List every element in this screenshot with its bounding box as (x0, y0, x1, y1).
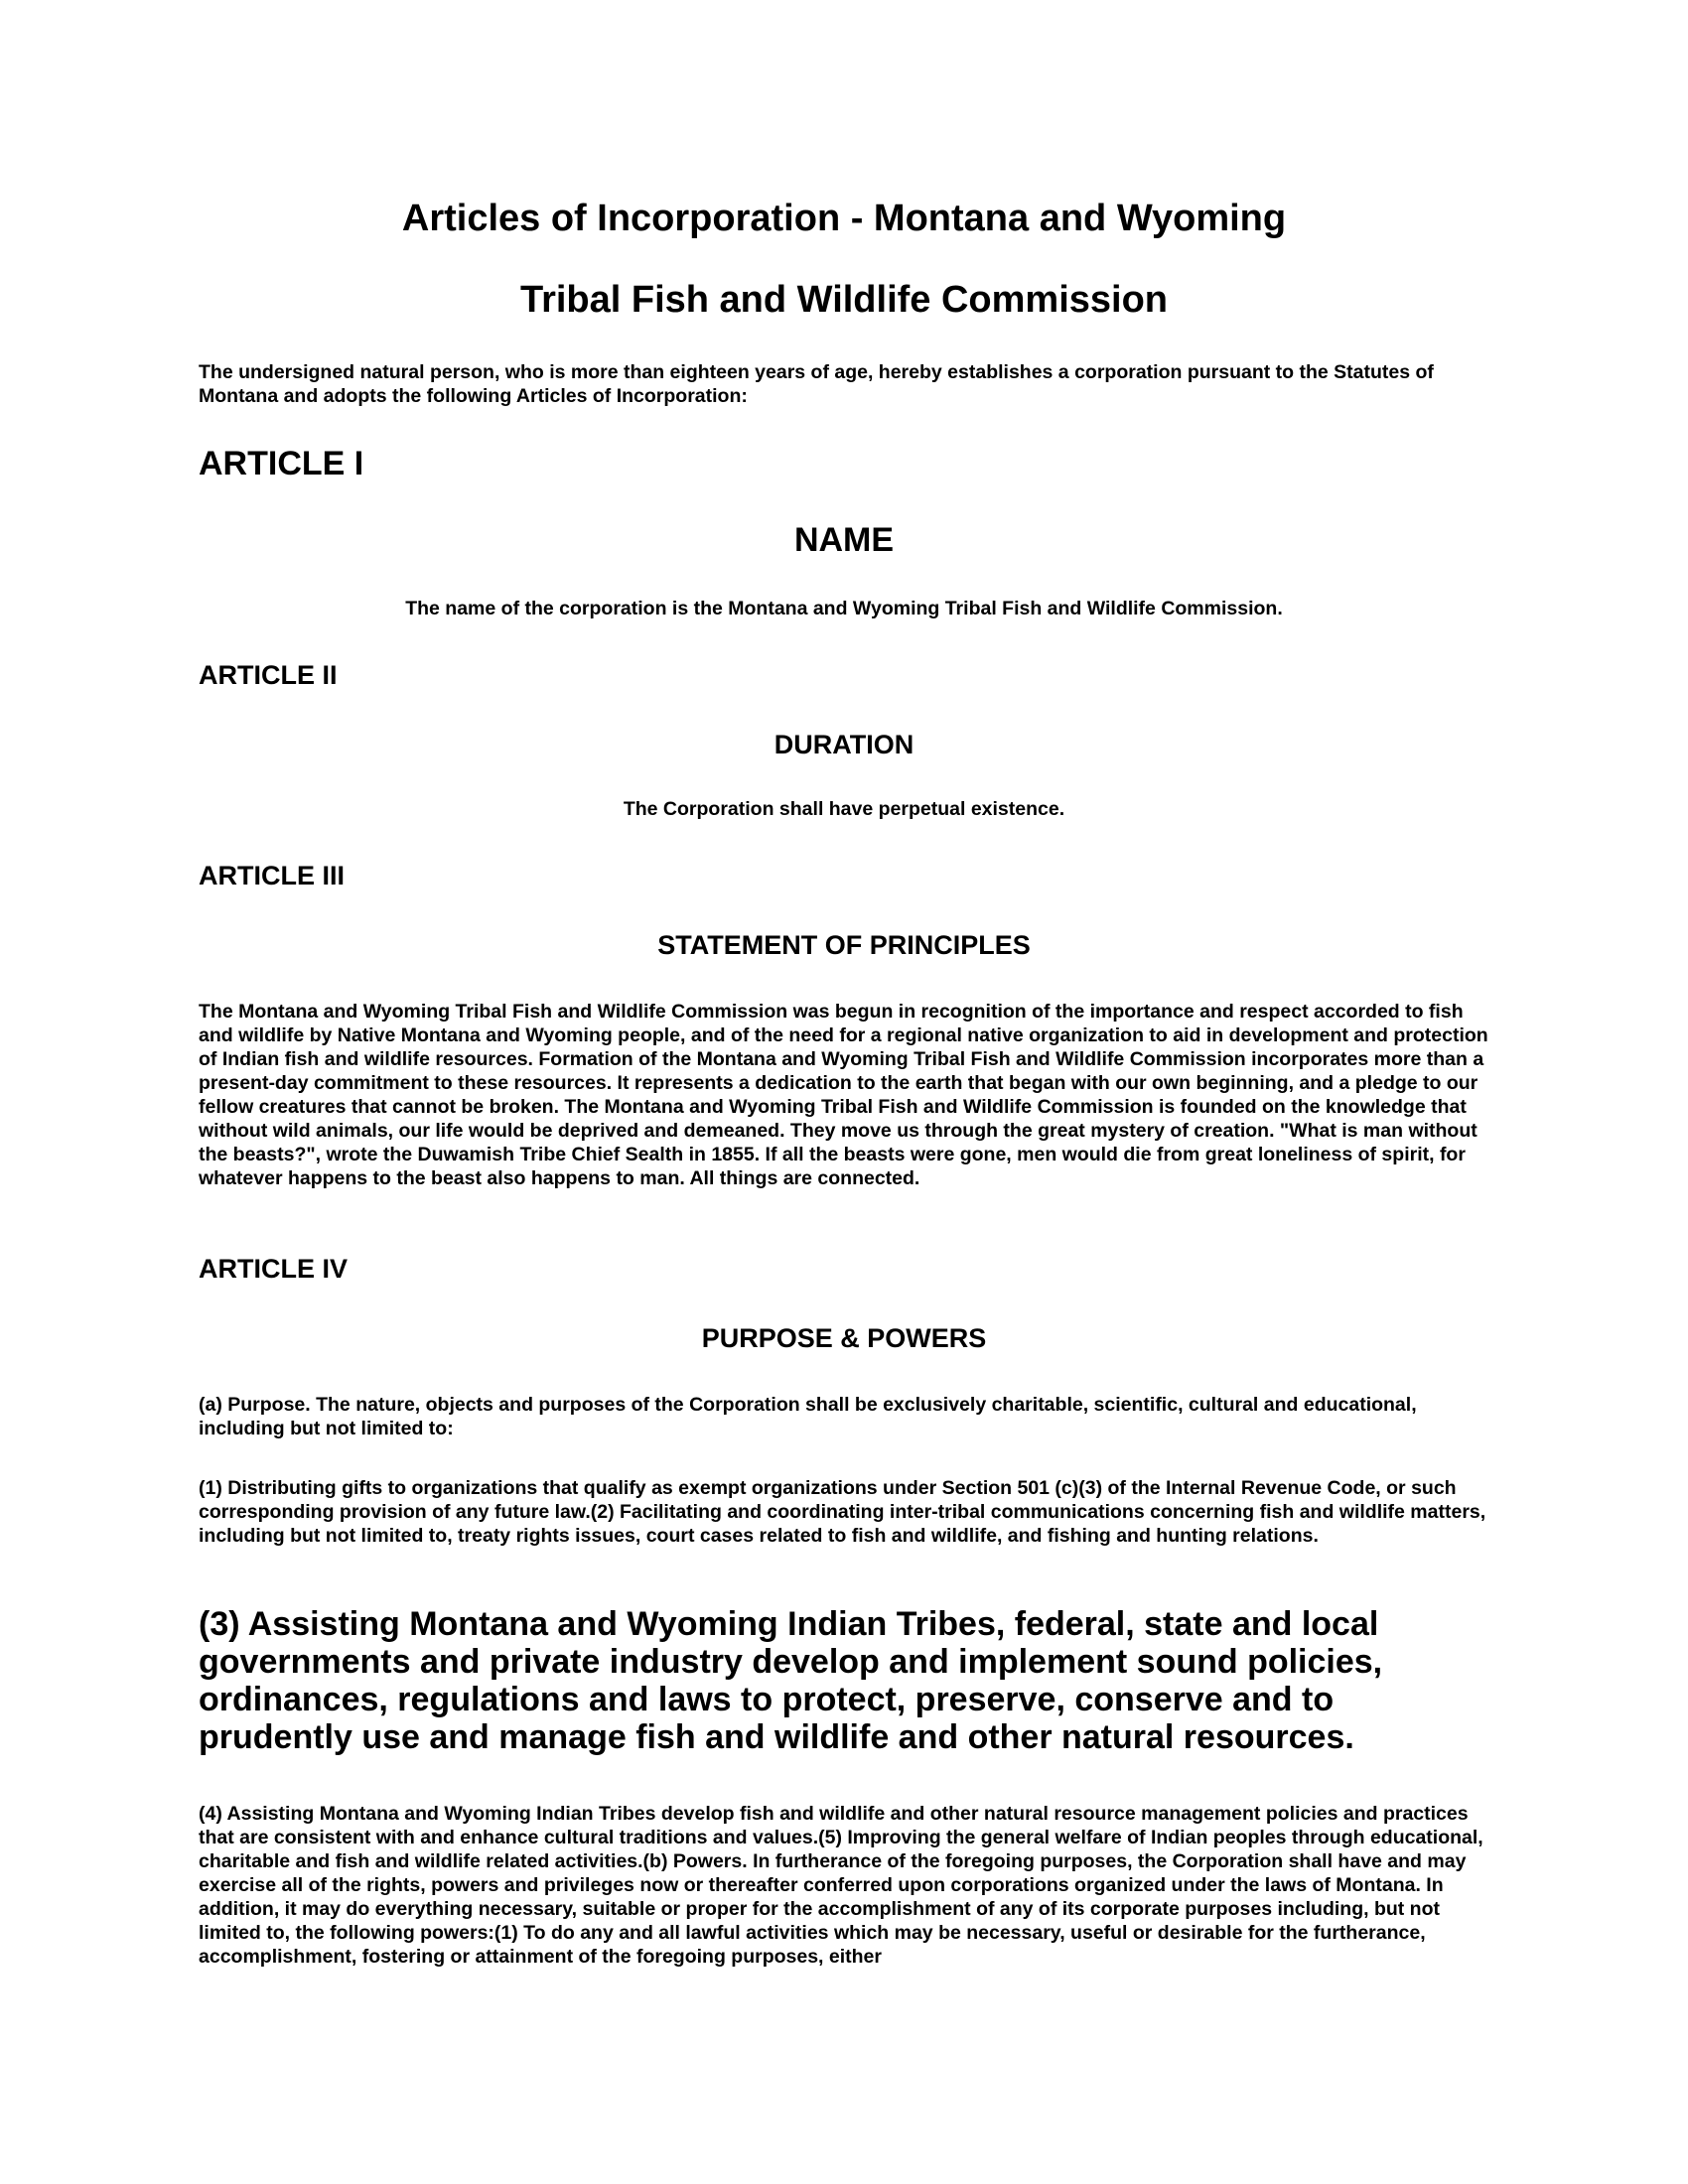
article-4-purpose-intro: (a) Purpose. The nature, objects and purposes of the Corporation shall be exclusively charitable, scientific, cultural and educational, including but not limited to: (199, 1394, 1417, 1439)
article-4-items-1-2: (1) Distributing gifts to organizations that qualify as exempt organizations under Section 501 (c)(3) of the Internal Revenue Code, or such corresponding provision of any future law.(2) Facilitating and coordinating inter-tribal communications concerning fish and wildlife matters, including but not limited to, treaty rights issues, court cases related to fish and wildlife, and fishing and hunting relations. (199, 1477, 1486, 1547)
document-title-line-1: Articles of Incorporation - Montana and Wyoming (401, 198, 1287, 239)
article-4-subheading: PURPOSE & POWERS (701, 1323, 987, 1353)
article-3-text: The Montana and Wyoming Tribal Fish and Wildlife Commission was begun in recognition of the importance and respect accorded to fish and wildlife by Native Montana and Wyoming people, and of the need for a regional native organization to aid in development and protection of Indian fish and wildlife resources. Formation of the Montana and Wyoming Tribal Fish and Wildlife Commission incorporates more than a present-day commitment to these resources. It represents a dedication to the earth that began with our own beginning, and a pledge to our fellow creatures that cannot be broken. The Montana and Wyoming Tribal Fish and Wildlife Commission is founded on the knowledge that without wild animals, our life would be deprived and demeaned. They move us through the great mystery of creation. "What is man without the beasts?", wrote the Duwamish Tribe Chief Sealth in 1855. If all the beasts were gone, men would die from great loneliness of spirit, for whatever happens to the beast also happens to man. All things are connected. (199, 1001, 1488, 1189)
article-1-heading: ARTICLE I (199, 445, 364, 482)
article-2-text: The Corporation shall have perpetual existence. (623, 798, 1065, 820)
document-title-line-2: Tribal Fish and Wildlife Commission (519, 279, 1169, 321)
article-1-subheading: NAME (793, 521, 895, 559)
intro-paragraph: The undersigned natural person, who is more than eighteen years of age, hereby establishes a corporation pursuant to the Statutes of Montana and adopts the following Articles of Incorporation: (199, 361, 1434, 407)
article-2-heading: ARTICLE II (199, 660, 338, 690)
article-3-subheading: STATEMENT OF PRINCIPLES (657, 930, 1031, 960)
article-4-item-3: (3) Assisting Montana and Wyoming Indian Tribes, federal, state and local governments and private industry develop and implement sound policies, ordinances, regulations and laws to protect, preserve, conserve and to prudently use and manage fish and wildlife and other natural resources. (199, 1605, 1383, 1756)
article-4-items-4-onward: (4) Assisting Montana and Wyoming Indian Tribes develop fish and wildlife and other natural resource management policies and practices that are consistent with and enhance cultural traditions and values.(5) Improving the general welfare of Indian peoples through educational, charitable and fish and wildlife related activities.(b) Powers. In furtherance of the foregoing purposes, the Corporation shall have and may exercise all of the rights, powers and privileges now or thereafter conferred upon corporations organized under the laws of Montana. In addition, it may do everything necessary, suitable or proper for the accomplishment of any of its corporate purposes including, but not limited to, the following powers:(1) To do any and all lawful activities which may be necessary, useful or desirable for the furtherance, accomplishment, fostering or attainment of the foregoing purposes, either (199, 1803, 1483, 1968)
article-2-subheading: DURATION (774, 730, 914, 759)
article-4-heading: ARTICLE IV (199, 1254, 349, 1284)
article-1-text: The name of the corporation is the Montana and Wyoming Tribal Fish and Wildlife Commission. (405, 598, 1283, 619)
article-3-heading: ARTICLE III (199, 861, 345, 890)
